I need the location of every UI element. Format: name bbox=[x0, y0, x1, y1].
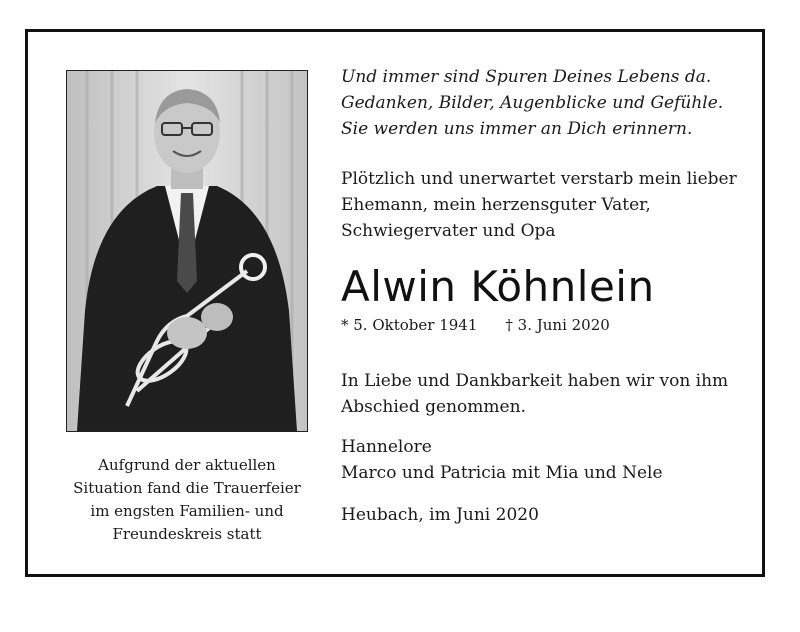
deceased-name: Alwin Köhnlein bbox=[341, 262, 655, 311]
caption-line: Aufgrund der aktuellen bbox=[98, 456, 276, 474]
life-dates bbox=[341, 314, 751, 336]
birth-date: * 5. Oktober 1941 bbox=[341, 316, 478, 334]
poem-line: Und immer sind Spuren Deines Lebens da. bbox=[341, 67, 712, 87]
death-date: † 3. Juni 2020 bbox=[505, 316, 610, 334]
announcement-line: Schwiegervater und Opa bbox=[341, 221, 556, 241]
farewell-line: Abschied genommen. bbox=[341, 397, 526, 417]
caption-line: im engsten Familien- und bbox=[90, 502, 284, 520]
obituary-text bbox=[341, 64, 751, 528]
place-date: Heubach, im Juni 2020 bbox=[341, 505, 539, 525]
portrait-photo-icon bbox=[66, 70, 308, 432]
poem-line: Gedanken, Bilder, Augenblicke und Gefühle. bbox=[341, 93, 724, 113]
obituary-frame bbox=[25, 29, 765, 577]
mourner-name: Marco und Patricia mit Mia und Nele bbox=[341, 463, 663, 483]
caption-line: Freundeskreis statt bbox=[112, 525, 262, 543]
mourner-name: Hannelore bbox=[341, 437, 432, 457]
announcement-line: Plötzlich und unerwartet verstarb mein lieber bbox=[341, 169, 737, 189]
funeral-caption bbox=[50, 454, 324, 546]
farewell-line: In Liebe und Dankbarkeit haben wir von ihm bbox=[341, 371, 729, 391]
announcement-line: Ehemann, mein herzensguter Vater, bbox=[341, 195, 651, 215]
caption-line: Situation fand die Trauerfeier bbox=[73, 479, 301, 497]
poem-line: Sie werden uns immer an Dich erinnern. bbox=[341, 119, 693, 139]
